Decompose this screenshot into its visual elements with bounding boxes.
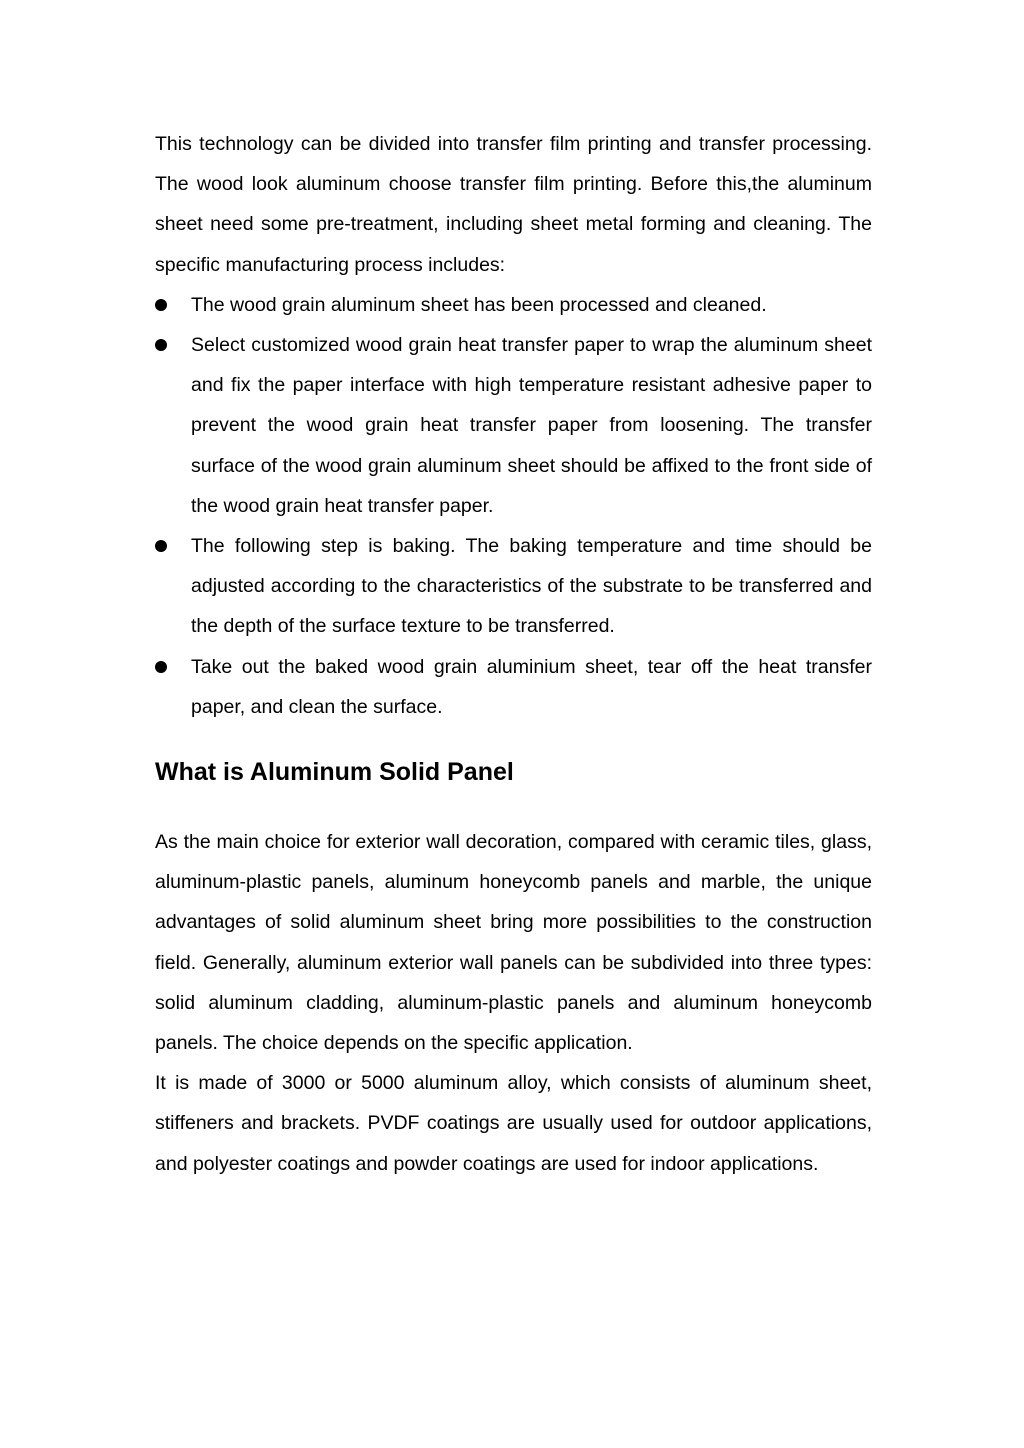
list-item bbox=[155, 526, 872, 647]
bullet-dot-icon bbox=[155, 339, 167, 351]
list-item-text: Take out the baked wood grain aluminium sheet, tear off the heat transfer paper, and clean the surface. bbox=[191, 655, 872, 718]
bullet-dot-icon bbox=[155, 540, 167, 552]
section-heading: What is Aluminum Solid Panel bbox=[155, 758, 514, 787]
list-item-text: The following step is baking. The baking temperature and time should be adjusted according to the characteristics of the substrate to be transferred and the depth of the surface texture to be transferred. bbox=[191, 535, 872, 638]
bullet-dot-icon bbox=[155, 299, 167, 311]
list-item bbox=[155, 647, 872, 727]
bullet-dot-icon bbox=[155, 661, 167, 673]
section-paragraph-1: As the main choice for exterior wall decoration, compared with ceramic tiles, glass, aluminum-plastic panels, aluminum honeycomb panels and marble, the unique advantages of solid aluminum sheet bring more possibilities to the construction field. Generally, aluminum exterior wall panels can be subdivided into three types: solid aluminum cladding, aluminum-plastic panels and aluminum honeycomb panels. The choice depends on the specific application. bbox=[155, 831, 872, 1055]
list-item bbox=[155, 325, 872, 526]
section-paragraph-2: It is made of 3000 or 5000 aluminum alloy, which consists of aluminum sheet, stiffeners and brackets. PVDF coatings are usually used for outdoor applications, and polyester coatings and powder coatings are used for indoor applications. bbox=[155, 1072, 872, 1175]
process-steps-list bbox=[155, 285, 872, 727]
intro-paragraph: This technology can be divided into transfer film printing and transfer processing. The wood look aluminum choose transfer film printing. Before this,the aluminum sheet need some pre-treatment, including sheet metal forming and cleaning. The specific manufacturing process includes: bbox=[155, 133, 872, 276]
list-item-text: Select customized wood grain heat transfer paper to wrap the aluminum sheet and fix the paper interface with high temperature resistant adhesive paper to prevent the wood grain heat transfer paper from loosening. The transfer surface of the wood grain aluminum sheet should be affixed to the front side of the wood grain heat transfer paper. bbox=[191, 334, 872, 517]
list-item bbox=[155, 285, 872, 325]
document-page bbox=[155, 124, 872, 1184]
list-item-text: The wood grain aluminum sheet has been processed and cleaned. bbox=[191, 293, 767, 316]
